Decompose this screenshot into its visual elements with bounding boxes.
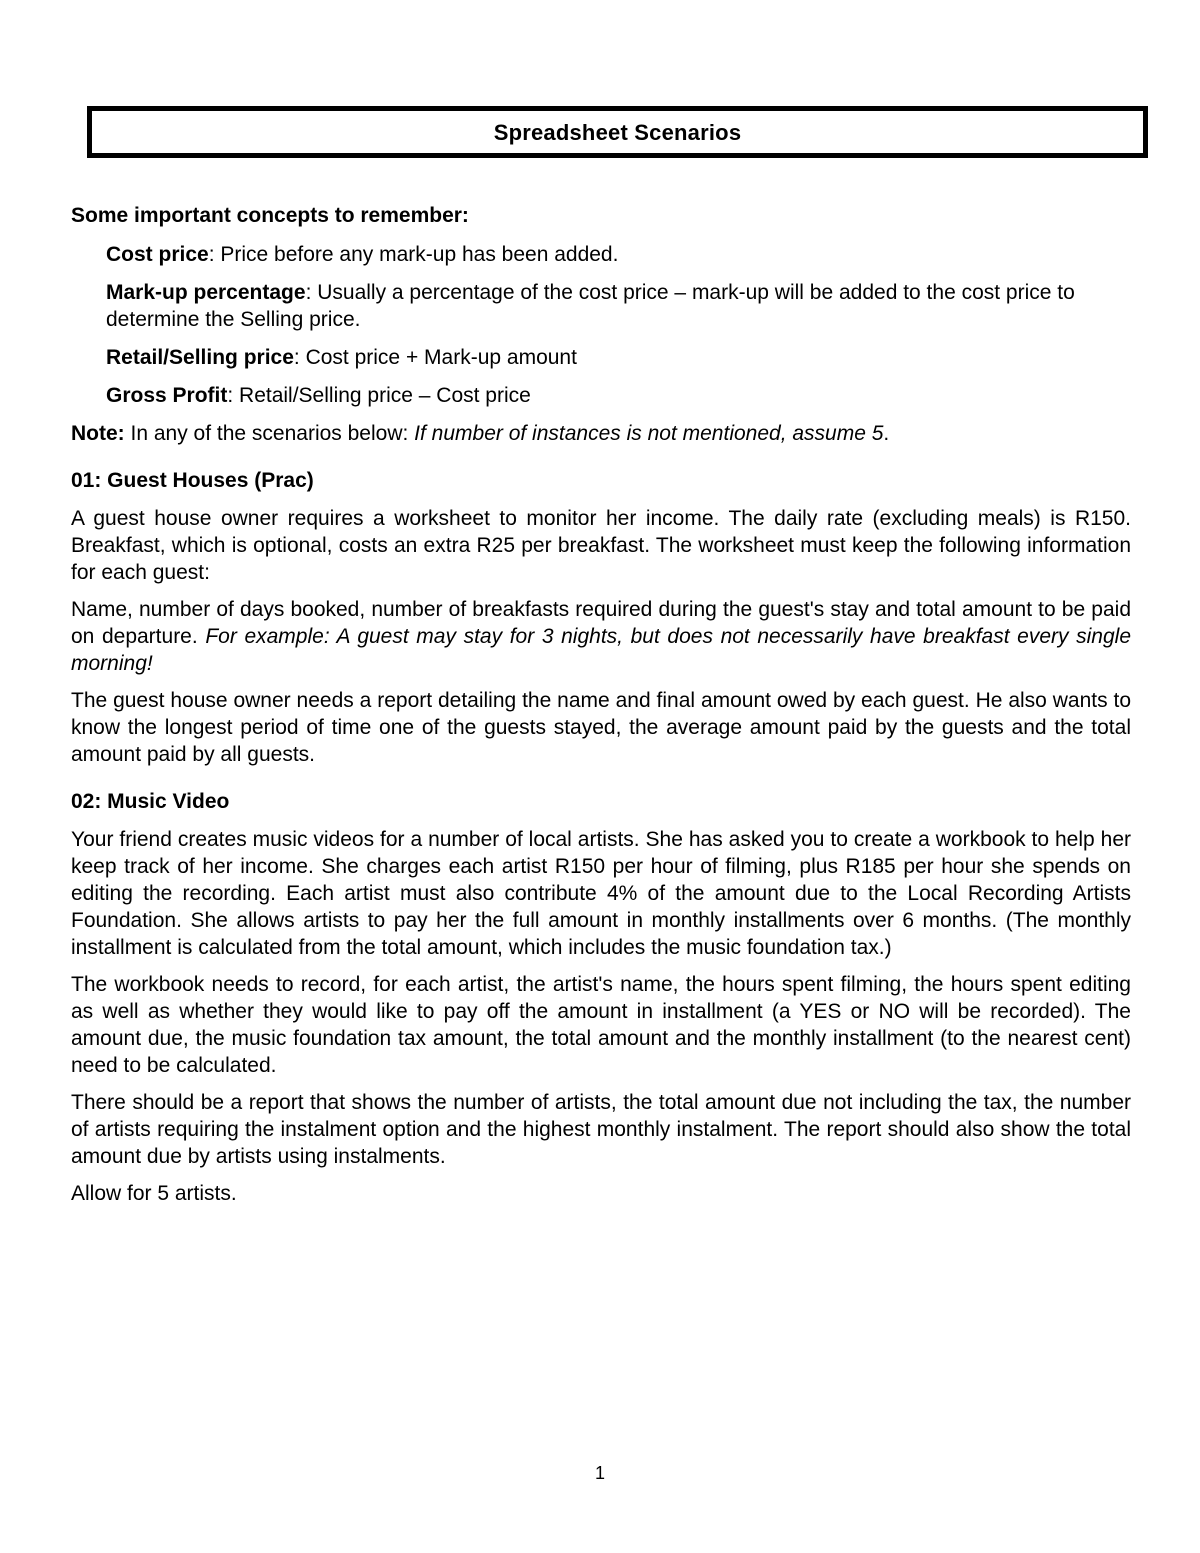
music-video-paragraph-2: The workbook needs to record, for each artist, the artist's name, the hours spent filming, the hours spent editing as well as whether they would like to pay off the amount in installment (a YES or NO will be recorded). The amount due, the music foundation tax amount, the total amount and the monthly installment (to the nearest cent) need to be calculated. [71,973,1131,1077]
guest-houses-paragraph-2-example: For example: A guest may stay for 3 nights, but does not necessarily have breakfast every single morning! [71,625,1131,675]
music-video-paragraph-4: Allow for 5 artists. [71,1182,237,1205]
concept-definition: : Cost price + Mark-up amount [293,346,577,369]
title-box [87,106,1148,158]
section-heading-music-video: 02: Music Video [71,790,230,813]
concept-gross-profit [106,382,1131,409]
note-italic: If number of instances is not mentioned, assume 5 [414,422,884,445]
section-heading-guest-houses: 01: Guest Houses (Prac) [71,469,314,492]
guest-houses-paragraph-2-text: Name, number of days booked, number of breakfasts required during the guest's stay and total amount to be paid on departure. [71,598,1131,648]
note-text: In any of the scenarios below: [124,422,415,445]
music-video-paragraph-3: There should be a report that shows the number of artists, the total amount due not including the tax, the number of artists requiring the instalment option and the highest monthly instalment. The report should also show the total amount due by artists using instalments. [71,1091,1131,1168]
concepts-heading: Some important concepts to remember: [71,204,469,227]
note [71,420,1131,447]
concept-definition: : Usually a percentage of the cost price – mark-up will be added to the cost price to determine the Selling price. [106,281,1075,331]
note-label: Note: [71,422,125,445]
concept-definition: : Price before any mark-up has been added. [208,243,619,266]
music-video-paragraph-1: Your friend creates music videos for a number of local artists. She has asked you to create a workbook to help her keep track of her income. She charges each artist R150 per hour of filming, plus R185 per hour she spends on editing the recording. Each artist must also contribute 4% of the amount due to the Local Recording Artists Foundation. She allows artists to pay her the full amount in monthly installments over 6 months. (The monthly installment is calculated from the total amount, which includes the music foundation tax.) [71,828,1131,959]
concept-term: Gross Profit [106,384,228,407]
concept-selling-price [106,344,1131,371]
concept-term: Cost price [106,243,209,266]
guest-houses-paragraph-3: The guest house owner needs a report detailing the name and final amount owed by each guest. He also wants to know the longest period of time one of the guests stayed, the average amount paid by the guests and the total amount paid by all guests. [71,689,1131,766]
guest-houses-paragraph-2 [71,596,1131,677]
page-title: Spreadsheet Scenarios [493,119,742,145]
page-number: 1 [594,1463,605,1483]
concept-markup-percentage [106,279,1131,333]
note-end: . [883,422,890,445]
document-body [71,202,1131,1217]
concept-term: Mark-up percentage [106,281,306,304]
concept-term: Retail/Selling price [106,346,294,369]
concept-definition: : Retail/Selling price – Cost price [227,384,531,407]
concept-cost-price [106,241,1131,268]
guest-houses-paragraph-1: A guest house owner requires a worksheet to monitor her income. The daily rate (excluding meals) is R150. Breakfast, which is optional, costs an extra R25 per breakfast. The worksheet must keep the following information for each guest: [71,507,1131,584]
